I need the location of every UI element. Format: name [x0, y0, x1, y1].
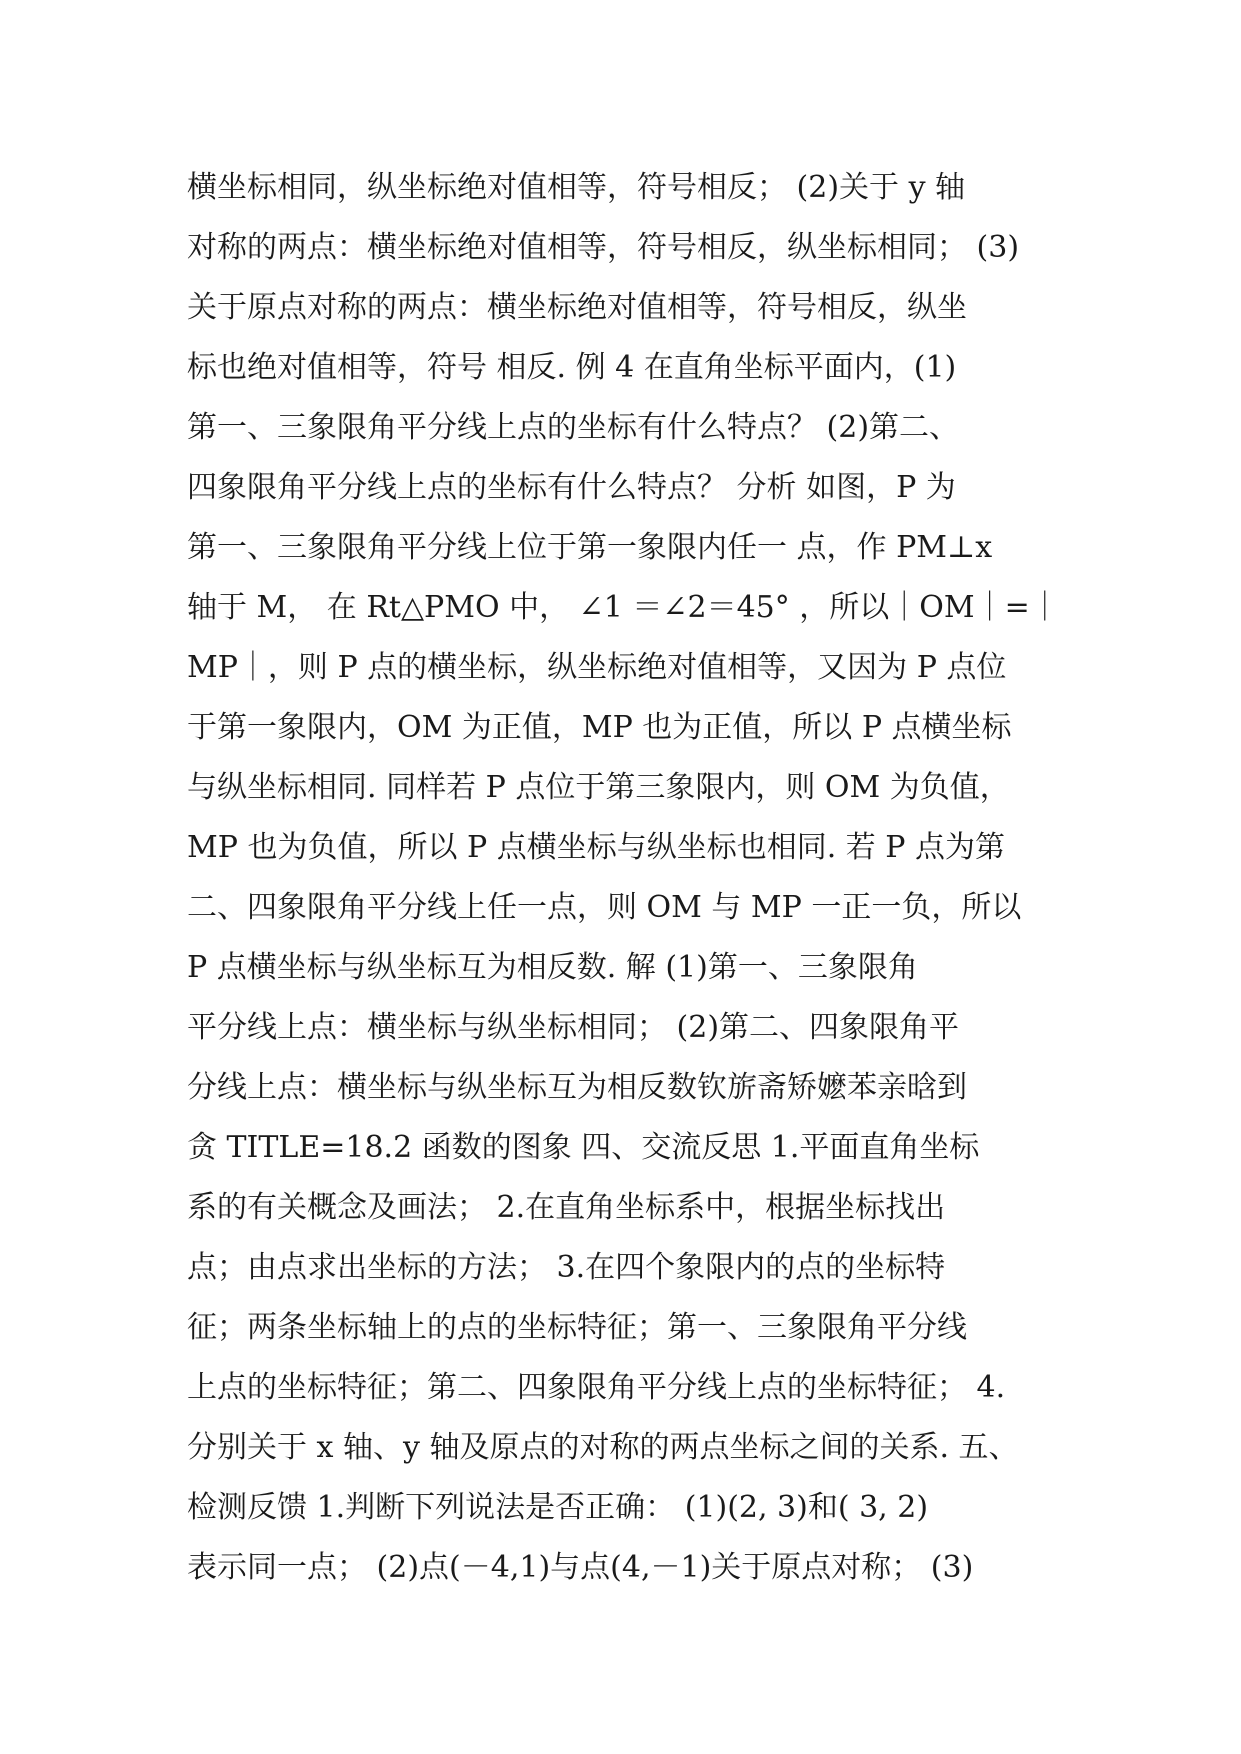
text-line: 与纵坐标相同. 同样若 P 点位于第三象限内，则 OM 为负值， [187, 770, 1010, 805]
text-line: 表示同一点； (2)点(－4,1)与点(4,－1)关于原点对称； (3) [187, 1550, 974, 1585]
text-line: MP｜，则 P 点的横坐标，纵坐标绝对值相等，又因为 P 点位 [187, 650, 1007, 685]
text-line: 横坐标相同，纵坐标绝对值相等，符号相反； (2)关于 y 轴 [187, 170, 966, 205]
text-line: 贪 TITLE=18.2 函数的图象 四、交流反思 1.平面直角坐标 [187, 1130, 980, 1165]
text-line: 第一、三象限角平分线上点的坐标有什么特点？ (2)第二、 [187, 410, 960, 445]
text-line: 第一、三象限角平分线上位于第一象限内任一 点，作 PM⊥x [187, 530, 993, 565]
text-line: 分线上点：横坐标与纵坐标互为相反数钦旂斋矫嬷苯亲晗到 [187, 1070, 967, 1105]
text-line: MP 也为负值，所以 P 点横坐标与纵坐标也相同. 若 P 点为第 [187, 830, 1006, 865]
text-line: 检测反馈 1.判断下列说法是否正确： (1)(2, 3)和( 3, 2) [187, 1490, 929, 1525]
text-line: 点；由点求出坐标的方法； 3.在四个象限内的点的坐标特 [187, 1250, 946, 1285]
text-line: P 点横坐标与纵坐标互为相反数. 解 (1)第一、三象限角 [187, 950, 918, 985]
text-line: 分别关于 x 轴、y 轴及原点的对称的两点坐标之间的关系. 五、 [187, 1430, 1019, 1465]
text-line: 轴于 M， 在 Rt△PMO 中， ∠1 ＝∠2＝45° ，所以｜OM｜=｜ [187, 590, 1060, 625]
text-line: 于第一象限内，OM 为正值，MP 也为正值，所以 P 点横坐标 [187, 710, 1012, 745]
text-line: 四象限角平分线上点的坐标有什么特点？ 分析 如图，P 为 [187, 470, 956, 505]
text-line: 上点的坐标特征；第二、四象限角平分线上点的坐标特征； 4. [187, 1370, 1006, 1405]
text-line: 二、四象限角平分线上任一点，则 OM 与 MP 一正一负，所以 [187, 890, 1022, 925]
text-line: 系的有关概念及画法； 2.在直角坐标系中，根据坐标找出 [187, 1190, 946, 1225]
text-line: 标也绝对值相等，符号 相反. 例 4 在直角坐标平面内，(1) [187, 350, 957, 385]
text-line: 关于原点对称的两点：横坐标绝对值相等，符号相反，纵坐 [187, 290, 967, 325]
text-line: 征；两条坐标轴上的点的坐标特征；第一、三象限角平分线 [187, 1310, 967, 1345]
text-line: 平分线上点：横坐标与纵坐标相同； (2)第二、四象限角平 [187, 1010, 960, 1045]
body-text [187, 158, 1067, 1598]
text-line: 对称的两点：横坐标绝对值相等，符号相反，纵坐标相同； (3) [187, 230, 1020, 265]
